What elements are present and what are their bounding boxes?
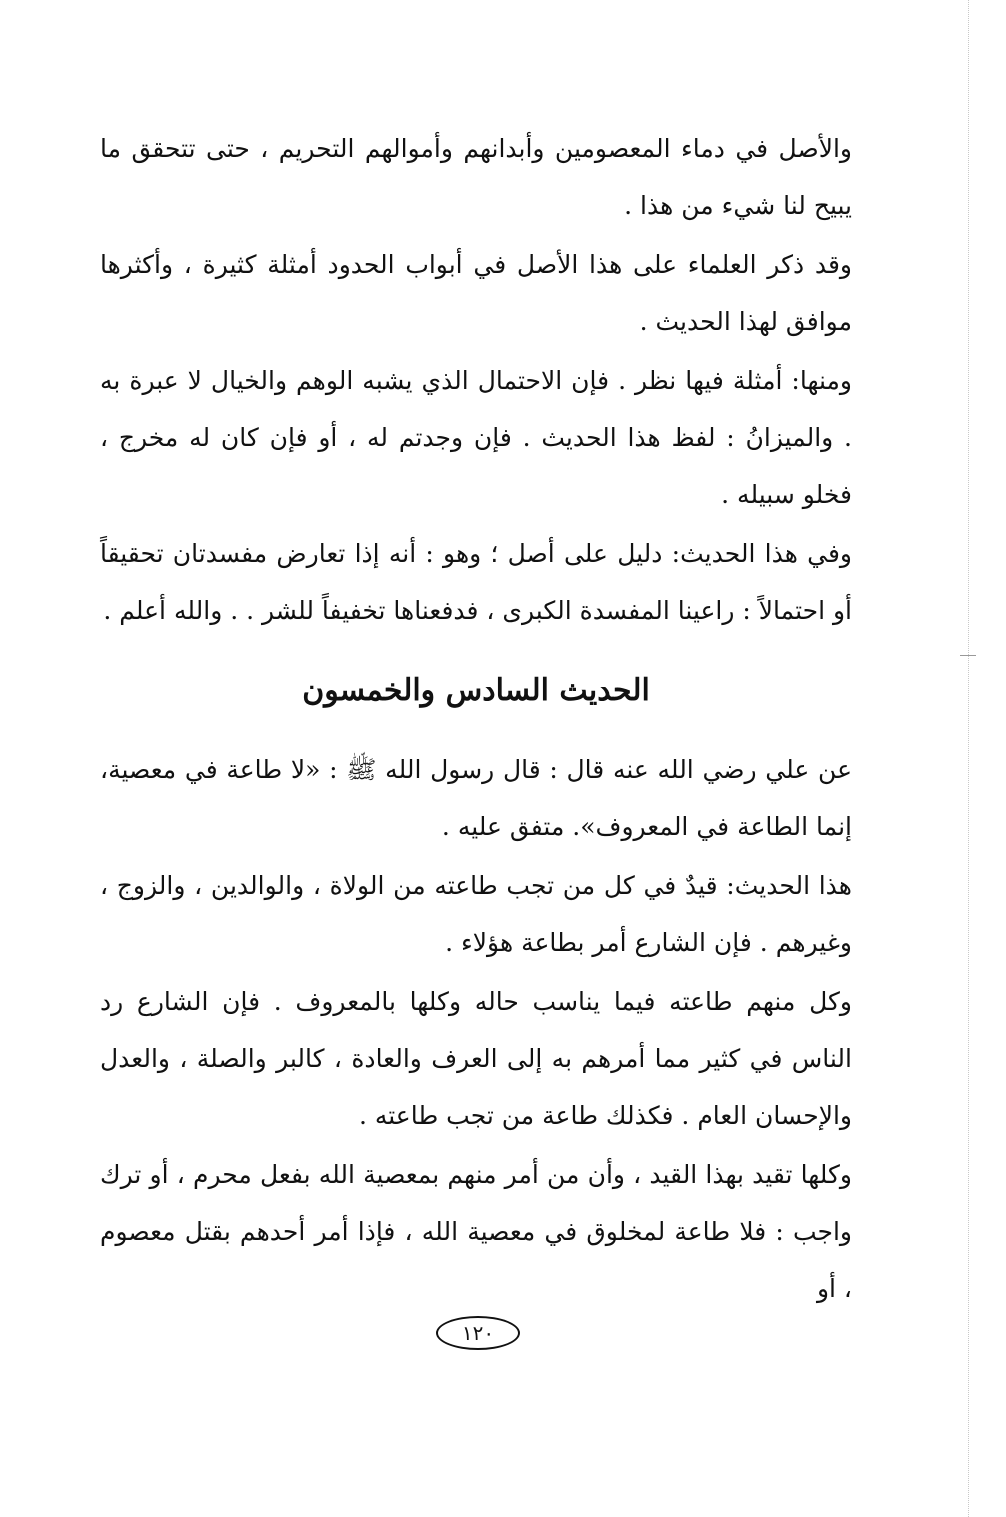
page-number: ١٢٠ [436, 1316, 520, 1350]
paragraph-2: وقد ذكر العلماء على هذا الأصل في أبواب الحدود أمثلة كثيرة ، وأكثرها موافق لهذا الحديث . [100, 250, 852, 336]
page-edge-tick [960, 655, 976, 656]
paragraph-4: وفي هذا الحديث: دليل على أصل ؛ وهو : أنه إذا تعارض مفسدتان تحقيقاً أو احتمالاً : راعينا المفسدة الكبرى ، فدفعناها تخفيفاً للشر . . والله أعلم . [100, 539, 852, 625]
section-heading: الحديث السادس والخمسون [302, 673, 650, 708]
page-edge-line [968, 0, 969, 1517]
paragraph-1: والأصل في دماء المعصومين وأبدانهم وأموالهم التحريم ، حتى تتحقق ما يبيح لنا شيء من هذا . [100, 134, 852, 220]
paragraph-5: عن علي رضي الله عنه قال : قال رسول الله ﷺ : «لا طاعة في معصية، إنما الطاعة في المعروف». متفق عليه . [100, 755, 852, 841]
main-text [100, 120, 852, 1319]
paragraph-3: ومنها: أمثلة فيها نظر . فإن الاحتمال الذي يشبه الوهم والخيال لا عبرة به . والميزانُ : لفظ هذا الحديث . فإن وجدتم له ، أو فإن كان له مخرج ، فخلو سبيله . [100, 366, 852, 509]
paragraph-7: وكل منهم طاعته فيما يناسب حاله وكلها بالمعروف . فإن الشارع رد الناس في كثير مما أمرهم به إلى العرف والعادة ، كالبر والصلة ، والعدل والإحسان العام . فكذلك طاعة من تجب طاعته . [100, 987, 852, 1130]
paragraph-6: هذا الحديث: قيدٌ في كل من تجب طاعته من الولاة ، والوالدين ، والزوج ، وغيرهم . فإن الشارع أمر بطاعة هؤلاء . [100, 871, 852, 957]
paragraph-8: وكلها تقيد بهذا القيد ، وأن من أمر منهم بمعصية الله بفعل محرم ، أو ترك واجب : فلا طاعة لمخلوق في معصية الله ، فإذا أمر أحدهم بقتل معصوم ، أو [100, 1160, 852, 1303]
